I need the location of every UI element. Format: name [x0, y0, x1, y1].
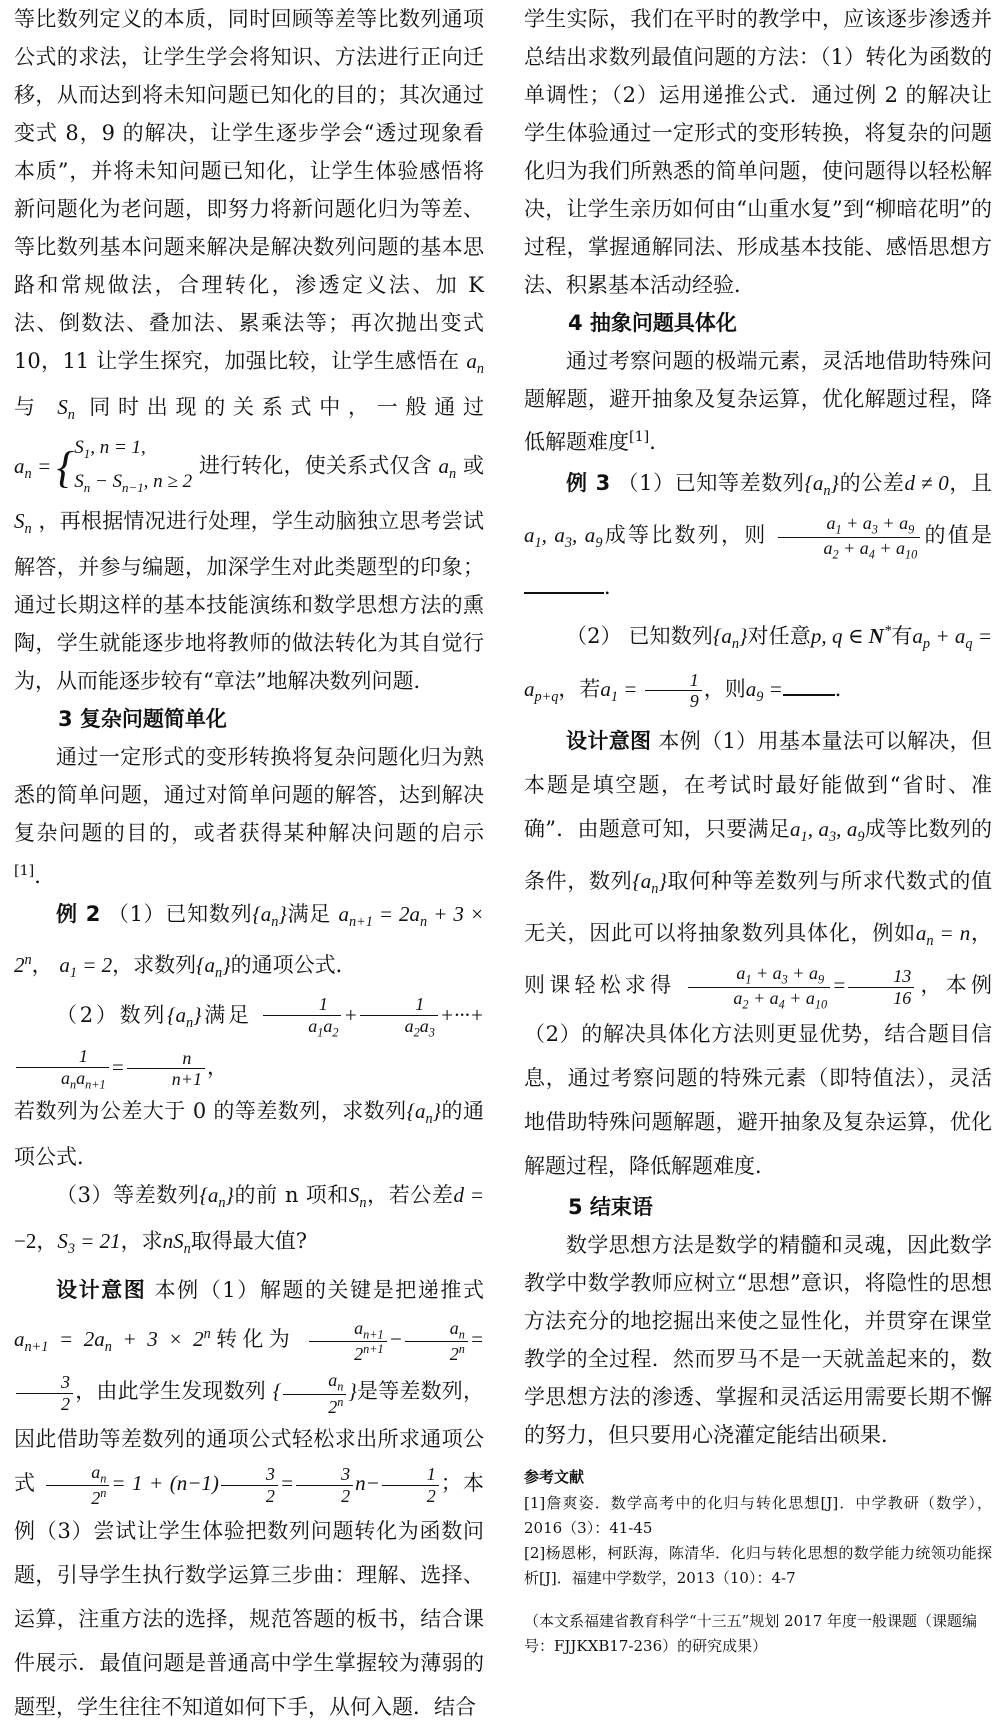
example-2-part-2-cont	[14, 1092, 484, 1176]
answer-blank	[783, 676, 835, 696]
text: ，本例（2）的解决具体化方法则更显优势，结合题目信息，通过考察问题的特殊元素（即特值法），灵活地借助特殊问题解题，避开抽象及复杂运算，优化解题过程，降低解题难度．	[524, 973, 992, 1178]
text: ，若	[558, 676, 601, 701]
text: 通过一定形式的变形转换将复杂问题化归为熟悉的简单问题，通过对简单问题的解答，达到解决复杂问题的目的，或者获得某种解决问题的启示	[14, 745, 484, 846]
text: （2） 已知数列	[566, 624, 713, 649]
citation: [1]	[14, 863, 35, 880]
text: 取得最大值?	[190, 1228, 308, 1253]
math-a9: $a_9$ =	[745, 676, 783, 705]
text: 满足	[201, 1002, 252, 1027]
math-sn: $S_n$	[14, 508, 32, 538]
reference-2: [2]杨恩彬，柯跃海，陈清华．化归与转化思想的数学能力统领功能探析[J]．福建中学数学，2013（10）：4-7	[524, 1543, 992, 1587]
references-title: 参考文献	[524, 1467, 585, 1486]
paragraph-concretize: 通过考察问题的极端元素，灵活地借助特殊问题解题，避开抽象及复杂运算，优化解题过程，降低解题难度[1]．	[524, 349, 992, 454]
text: （3）等差数列	[56, 1182, 200, 1207]
text: 本例（1）用基本量法可以解决，但本题是填空题，在考试时最好能做到“省时、准确”．由题意可知，只要满足	[524, 728, 992, 841]
math-a1-ninth: $a_1$ = $\frac{1}{9}$	[600, 677, 703, 701]
text: 的值是	[922, 523, 993, 548]
text: 同时出现的关系式中，一般通过	[89, 395, 485, 420]
text: （1）已知等差数列	[617, 471, 805, 495]
example-2-part-1	[14, 895, 484, 992]
text: （1）已知数列	[107, 902, 253, 927]
paragraph-transfer	[14, 0, 484, 700]
math-nsn: $nS_n$	[162, 1228, 191, 1258]
example-label: 例 2	[56, 902, 101, 927]
text: ，若公差	[366, 1182, 454, 1207]
section-heading-5: 5 结束语	[568, 1194, 653, 1219]
left-column	[14, 0, 484, 1729]
text: 是等差数列，因此借助等差数列的通项公式轻松求出所求通项公式	[14, 1379, 484, 1496]
paragraph-simplify: 通过一定形式的变形转换将复杂问题化归为熟悉的简单问题，通过对简单问题的解答，达到解决复杂问题的目的，或者获得某种解决问题的启示[1]．	[14, 745, 484, 889]
math-seq: $\{a_n\}$	[252, 902, 287, 931]
citation: [1]	[629, 429, 650, 445]
math-s3: $S_3 = 21$	[57, 1228, 121, 1258]
math-d-nonzero: d ≠ 0	[904, 471, 949, 495]
example-3-part-1: 例 3 （1）已知等差数列$\{a_n\}$的公差d ≠ 0，且 $a_1$, $a_3$, $a_9$成等比数列，则 $\frac{a_1 + a_3 + a_9}{a_2 + a_4 + a_{10}}$ 的值是．	[524, 471, 993, 600]
text: 的通项公式．	[230, 953, 357, 978]
text: 若数列为公差大于 0 的等差数列，求数列	[14, 1098, 407, 1123]
math-recurrence: $a_{n+1} = 2a_n + 3 \times 2^n$	[14, 902, 485, 978]
text: ，则	[703, 676, 746, 701]
example-2-part-2: （2）数列$\{a_n\}$满足 $\frac{1}{a_1a_2}$ + $\frac{1}{a_2a_3}$ +···+ 1 $a_na_{n+1}$ = $\frac{n}{n+1}$ ，	[14, 993, 484, 1092]
text: 等比数列定义的本质，同时回顾等差等比数列通项公式的求法，让学生学会将知识、方法进行正向迁移，从而达到将未知问题已知化的目的；其次通过变式 8，9 的解决，让学生逐步学会“透过现象看本质”，并将未知问题已知化，让学生体验感悟将新问题化为老问题，即努力将新问题化归为等差、等比数列基本问题来解决是解决数列问题的基本思路和常规做法，合理转化，渗透定义法、加 K 法、倒数法、叠加法、累乘法等；再次抛出变式 10，11 让学生探究，加强比较，让学生感悟在	[14, 7, 484, 373]
funding-note: （本文系福建省教育科学“十三五”规划 2017 年度一般课题（课题编号：FJJKXB17-236）的研究成果）	[524, 1611, 978, 1655]
text: ，则课轻松求得	[524, 921, 993, 998]
math-ratio-result: $\frac{a_1 + a_3 + a_9}{a_2 + a_4 + a_{10}}$ = $\frac{13}{16}$	[686, 973, 916, 997]
text: ，	[31, 953, 53, 978]
math-pq: p, q ∈ N*	[810, 623, 892, 649]
text: ，	[36, 1228, 58, 1253]
text: 的公差	[838, 471, 905, 495]
math-additive: $a_p + a_q = a_{p+q}$	[524, 624, 993, 705]
math-seq-ratio: { $\frac{a_n}{2^n}$ }	[272, 1369, 357, 1417]
math-piecewise: $a_n = \{S_1$, n = 1, $S_n - S_{n-1}$, n ≥ 2	[14, 437, 193, 495]
math-terms: $a_1$, $a_3$, $a_9$	[790, 816, 865, 845]
text: 取何种等差数列与所求代数式的值无关，因此可以将抽象数列具体化，例如	[524, 868, 993, 946]
right-column	[524, 0, 992, 1659]
example-label: 例 3	[566, 471, 611, 495]
math-a1: $a_1 = 2$	[59, 953, 113, 982]
text: 成等比数列，则	[602, 523, 768, 548]
math-seq: $\{a_n\}$	[196, 953, 231, 982]
text: 有	[891, 624, 913, 649]
section-heading-3: 3 复杂问题简单化	[58, 707, 227, 732]
math-terms: $a_1$, $a_3$, $a_9$	[524, 523, 603, 552]
text: 成等比数列的条件，数列	[524, 816, 993, 893]
math-seq: $\{a_n\}$	[632, 868, 667, 898]
math-sum-fractions: $\frac{1}{a_1a_2}$ + $\frac{1}{a_2a_3}$ +···+ 1 $a_na_{n+1}$ = $\frac{n}{n+1}$	[14, 1003, 484, 1079]
example-2-part-3	[14, 1176, 484, 1268]
math-seq: $\{a_n\}$	[199, 1182, 234, 1211]
math-general-term: $\frac{a_n}{2^n}$ = 1 + (n−1) $\frac{3}{2}$ = $\frac{3}{2}$ n− $\frac{1}{2}$	[44, 1471, 441, 1495]
design-intent-2	[14, 1268, 484, 1729]
math-an: $a_n$	[466, 349, 484, 378]
text: ，再根据情况进行处理，学生动脑独立思考尝试解答，并参与编题，加深学生对此类题型的印象；通过长期这样的基本技能演练和数学思想方法的熏陶，学生就能逐步地将教师的做法转化为其自觉行为，从而能逐步较有“章法”地解决数列问题．	[14, 508, 484, 694]
text: ，且	[948, 471, 993, 495]
math-sn: $S_n$	[348, 1182, 367, 1211]
text: 满足	[286, 902, 332, 927]
answer-blank	[524, 574, 604, 594]
text: 对任意	[747, 624, 811, 649]
math-sn: $S_n$	[57, 395, 75, 424]
math-recurrence: $a_{n+1} = 2a_n + 3 \times 2^n$	[14, 1326, 211, 1356]
design-label: 设计意图	[566, 728, 652, 753]
text: ，求数列	[112, 953, 197, 978]
math-an-eq-n: $a_n = n$	[915, 921, 971, 950]
paragraph-max-methods: 学生实际，我们在平时的教学中，应该逐步渗透并总结出求数列最值问题的方法：（1）转化为函数的单调性；（2）运用递推公式．通过例 2 的解决让学生体验通过一定形式的变形转换，将复杂的问题化归为我们所熟悉的简单问题，使问题得以轻松解决，让学生亲历如何由“山重水复”到“柳暗花明”的过程，掌握通解同法、形成基本技能、感悟思想方法、积累基本活动经验．	[524, 7, 992, 297]
reference-1: [1]詹爽姿．数学高考中的化归与转化思想[J]．中学教研（数学），2016（3）：41-45	[524, 1493, 992, 1537]
math-d-value: −2	[14, 1228, 37, 1253]
text: 的前 n 项和	[233, 1182, 349, 1207]
math-an: $a_n$	[438, 453, 457, 483]
text: 的通项公式．	[14, 1098, 484, 1169]
math-seq: $\{a_n\}$	[167, 1002, 202, 1031]
text: 通过考察问题的极端元素，灵活地借助特殊问题解题，避开抽象及复杂运算，优化解题过程，降低解题难度	[524, 349, 992, 454]
text: 或	[463, 453, 485, 478]
text: 本例（1）解题的关键是把递推式	[154, 1278, 484, 1303]
design-label: 设计意图	[56, 1278, 147, 1303]
math-seq: $\{a_n\}$	[804, 471, 839, 500]
text: 转化为	[210, 1327, 296, 1352]
text: 进行转化，使关系式仅含	[198, 453, 432, 478]
section-heading-4: 4 抽象问题具体化	[568, 311, 737, 335]
math-seq: $\{a_n\}$	[406, 1098, 442, 1127]
math-d: d =	[453, 1182, 484, 1207]
text: ，求	[120, 1228, 163, 1253]
text: ，由此学生发现数列	[75, 1379, 266, 1404]
math-seq: $\{a_n\}$	[712, 624, 748, 653]
design-intent-3	[524, 719, 992, 1188]
example-3-part-2: （2） 已知数列$\{a_n\}$对任意p, q ∈ N*有$a_p + a_q = a_{p+q}$，若$a_1$ = $\frac{1}{9}$ ，则$a_9$ = ．	[524, 623, 993, 712]
paragraph-conclusion: 数学思想方法是数学的精髓和灵魂，因此数学教学中数学教师应树立“思想”意识，将隐性的思想方法充分的地挖掘出来使之显性化，并贯穿在课堂教学的全过程．然而罗马不是一天就盖起来的，数学思想方法的渗透、掌握和灵活运用需要长期不懈的努力，但只要用心浇灌定能结出硕果．	[524, 1232, 992, 1447]
text: （2）数列	[56, 1002, 168, 1027]
math-ratio: $\frac{a_1 + a_3 + a_9}{a_2 + a_4 + a_{10}}$	[776, 523, 922, 547]
text: 与	[14, 395, 43, 420]
text: ；本例（3）尝试让学生体验把数列问题转化为函数问题，引导学生执行数学运算三步曲：理解、选择、运算，注重方法的选择，规范答题的板书，结合课件展示．最值问题是普通高中学生掌握较为薄弱的题型，学生往往不知道如何下手，从何入题．结合	[14, 1471, 484, 1720]
math-transform: $\frac{a_{n+1}}{2^{n+1}}$ − $\frac{a_n}{2^n}$ = $\frac{3}{2}$	[14, 1327, 484, 1403]
